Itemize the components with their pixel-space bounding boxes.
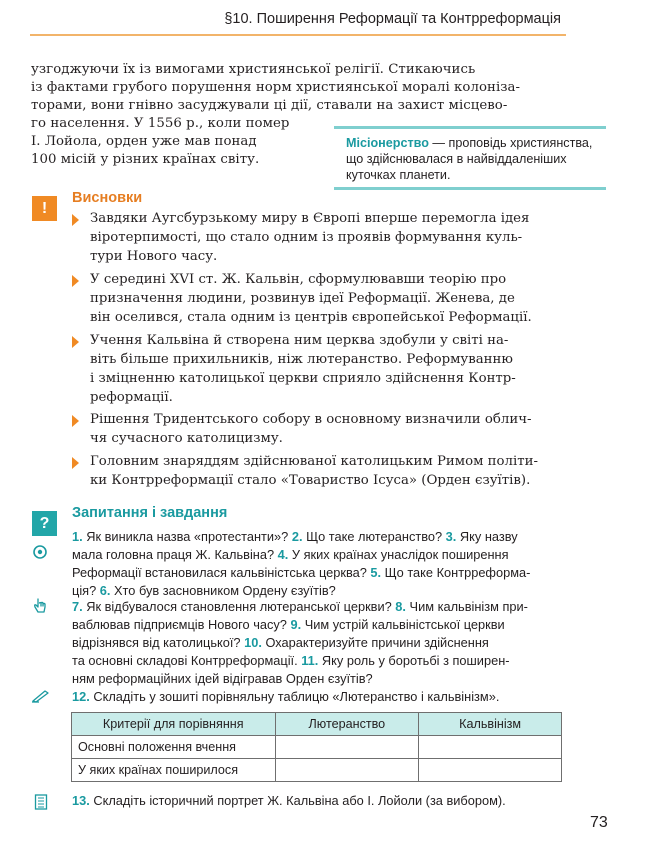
conclusion-line: Учення Кальвіна й створена ним церква здобули у світі на- (90, 333, 509, 348)
conclusion-line: тури Нового часу. (90, 249, 218, 264)
question-text: Що таке Контрреформа- (381, 565, 531, 580)
question-line (72, 528, 518, 545)
definition-text: куточках планети. (346, 168, 451, 182)
task-text: Складіть історичний портрет Ж. Кальвіна або І. Лойоли (за вибором). (89, 793, 506, 808)
question-line (72, 670, 373, 687)
conclusions-title: Висновки (72, 190, 143, 206)
question-text: ція? (72, 583, 100, 598)
bullet-icon (72, 415, 79, 427)
table-cell: Основні положення вчення (72, 736, 276, 759)
bullet-icon (72, 457, 79, 469)
comparison-table (71, 712, 562, 782)
question-line (72, 564, 530, 581)
task-12 (72, 688, 499, 705)
questions-title: Запитання і завдання (72, 505, 228, 521)
question-text: ням реформаційних ідей відігравав Орден єзуїтів? (72, 671, 373, 686)
page-number: 73 (590, 814, 608, 831)
bullet-icon (72, 336, 79, 348)
question-text: У яких країнах унаслідок поширення (288, 547, 509, 562)
table-cell (275, 736, 419, 759)
question-line (72, 582, 336, 599)
question-number: 10. (244, 635, 262, 650)
question-number: 5. (370, 565, 382, 580)
definition-term: Місіонерство (346, 136, 429, 150)
table-cell (419, 759, 562, 782)
question-text: Реформації встановилася кальвіністська церква? (72, 565, 371, 580)
question-number: 9. (290, 617, 302, 632)
table-cell: У яких країнах поширилося (72, 759, 276, 782)
conclusion-line: Рішення Тридентського собору в основному визначили облич- (90, 412, 532, 427)
table-header: Кальвінізм (419, 713, 562, 736)
question-line (72, 598, 528, 615)
table-header: Критерії для порівняння (72, 713, 276, 736)
task-text: Складіть у зошиті порівняльну таблицю «Лютеранство і кальвінізм». (89, 689, 500, 704)
question-text: та основні складові Контрреформації. (72, 653, 302, 668)
conclusion-line: віть більше прихильників, ніж лютеранство. Реформуванню (90, 352, 513, 367)
table-row (72, 736, 562, 759)
question-text: Як відбувалося становлення лютеранської церкви? (82, 599, 396, 614)
intro-line: го населення. У 1556 р., коли помер (31, 116, 290, 131)
question-text: мала головна праця Ж. Кальвіна? (72, 547, 278, 562)
question-number: 3. (445, 529, 457, 544)
table-header: Лютеранство (275, 713, 419, 736)
conclusion-line: віротерпимості, що стало одним із проявів формування куль- (90, 230, 523, 245)
pen-icon (31, 689, 51, 703)
conclusion-line: призначення людини, розвинув ідеї Реформації. Женева, де (90, 291, 515, 306)
table-row (72, 759, 562, 782)
conclusion-line: Завдяки Аугсбурзькому миру в Європі вперше перемогла ідея (90, 211, 530, 226)
conclusion-line: ки Контрреформації стало «Товариство Ісуса» (Орден єзуїтів). (90, 473, 531, 488)
hand-icon (32, 597, 48, 615)
question-text: ваблював підприємців Нового часу? (72, 617, 291, 632)
question-text: Як виникла назва «протестанти»? (82, 529, 292, 544)
header-rule (30, 34, 566, 36)
header-title: §10. Поширення Реформації та Контрреформація (224, 11, 561, 27)
intro-line: І. Лойола, орден уже мав понад (31, 134, 257, 149)
question-text: Яку назву (456, 529, 518, 544)
question-number: 1. (72, 529, 83, 544)
conclusion-line: чя сучасного католицизму. (90, 431, 283, 446)
bullet-icon (72, 275, 79, 287)
question-text: Чим устрій кальвіністської церкви (301, 617, 505, 632)
question-text: Яку роль у боротьбі з поширен- (318, 653, 510, 668)
target-icon (32, 544, 48, 560)
task-13 (72, 792, 506, 809)
exclamation-icon: ! (32, 196, 57, 221)
question-number: 6. (99, 583, 111, 598)
intro-line: 100 місій у різних країнах світу. (31, 152, 260, 167)
question-text: Чим кальвінізм при- (405, 599, 528, 614)
task-number: 13. (72, 793, 90, 808)
question-line (72, 616, 505, 633)
conclusion-line: У середині XVI ст. Ж. Кальвін, сформулювавши теорію про (90, 272, 507, 287)
definition-box (334, 126, 606, 190)
conclusion-line: і зміцненню католицької церкви сприяло здійснення Контр- (90, 371, 516, 386)
intro-line: торами, вони гнівно засуджували ці дії, ставали на захист місцево- (31, 98, 508, 113)
question-text: Хто був засновником Ордену єзуїтів? (110, 583, 336, 598)
question-number: 2. (291, 529, 303, 544)
table-header-row (72, 713, 562, 736)
notebook-icon (34, 794, 48, 810)
question-icon: ? (32, 511, 57, 536)
question-line (72, 652, 510, 669)
table-cell (275, 759, 419, 782)
question-text: Що таке лютеранство? (302, 529, 446, 544)
table-cell (419, 736, 562, 759)
question-number: 8. (395, 599, 406, 614)
intro-line: із фактами грубого порушення норм християнської моралі колоніза- (31, 80, 521, 95)
question-line (72, 634, 489, 651)
question-text: Охарактеризуйте причини здійснення (261, 635, 489, 650)
conclusion-line: він оселився, стала одним із центрів європейської Реформації. (90, 310, 532, 325)
definition-text: — проповідь християнства, (428, 136, 593, 150)
intro-line: узгоджуючи їх із вимогами християнської релігії. Стикаючись (31, 62, 476, 77)
definition-text: що здійснювалася в найвіддаленіших (346, 152, 567, 166)
conclusion-line: реформації. (90, 390, 173, 405)
conclusion-line: Головним знаряддям здійснюваної католицьким Римом політи- (90, 454, 538, 469)
question-number: 7. (72, 599, 83, 614)
question-number: 4. (277, 547, 289, 562)
question-line (72, 546, 509, 563)
bullet-icon (72, 214, 79, 226)
task-number: 12. (72, 689, 90, 704)
question-number: 11. (301, 653, 319, 668)
question-text: відрізнявся від католицької? (72, 635, 245, 650)
